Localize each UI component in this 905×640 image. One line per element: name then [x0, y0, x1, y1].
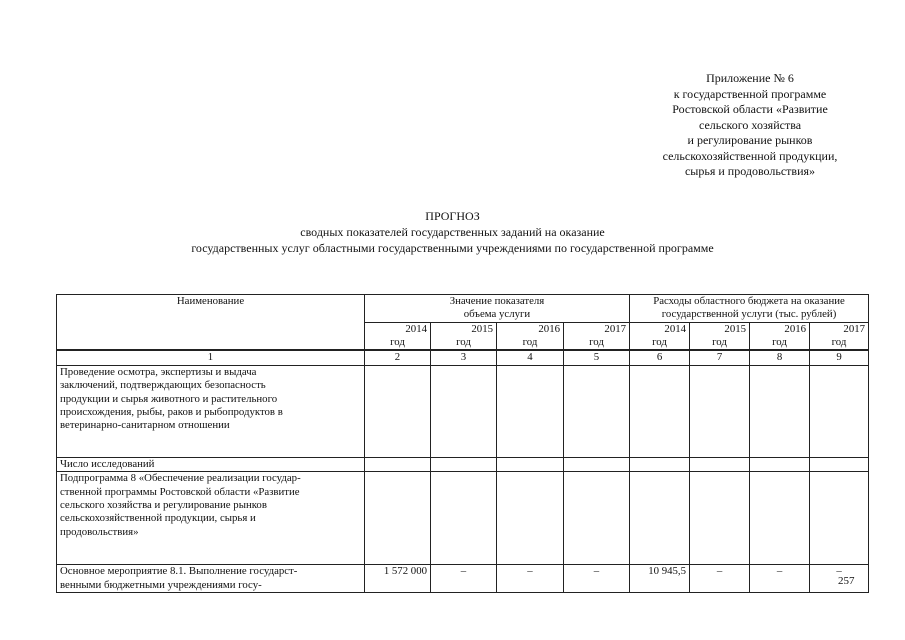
value-cell: [497, 366, 564, 458]
value-cell: –: [810, 565, 869, 593]
value-cell: –: [431, 565, 497, 593]
heading-line: сводных показателей государственных заданий на оказание: [300, 225, 605, 239]
value-cell: [431, 472, 497, 565]
header-group-volume-line: объема услуги: [463, 308, 531, 321]
row-name-cell: [57, 565, 365, 593]
value-cell: [497, 458, 564, 472]
column-number: 9: [810, 350, 869, 366]
row-name-line: происхождения, рыбы, раков и рыбопродуктов в: [60, 406, 283, 419]
header-group-volume-line: Значение показателя: [449, 295, 545, 307]
heading-line: государственных услуг областными государственными учреждениями по государственной программе: [191, 241, 714, 255]
value-cell: [810, 366, 869, 458]
appendix-line: сельского хозяйства: [698, 117, 802, 132]
appendix-line: Приложение № 6: [706, 71, 794, 85]
row-name-line: Подпрограмма 8 «Обеспечение реализации государ-: [60, 472, 301, 485]
appendix-line: сырья и продовольствия»: [684, 164, 816, 178]
year-value: 2015: [724, 322, 747, 335]
value-cell: [750, 458, 810, 472]
header-name-cell: [57, 295, 365, 351]
year-suffix: год: [712, 335, 727, 348]
year-suffix: год: [390, 335, 405, 348]
value-cell: [810, 458, 869, 472]
column-number: 1: [57, 350, 365, 366]
value-cell: [365, 366, 431, 458]
appendix-line: и регулирование рынков: [687, 133, 813, 147]
value-cell: [564, 366, 630, 458]
year-value: 2017: [604, 322, 627, 335]
column-number: 8: [750, 350, 810, 366]
year-value: 2016: [784, 322, 807, 335]
value-cell: [690, 366, 750, 458]
value-cell: 10 945,5: [630, 565, 690, 593]
appendix-line: Ростовской области «Развитие: [672, 102, 828, 116]
row-name-line: ветеринарно-санитарном отношении: [60, 419, 230, 432]
year-suffix: год: [652, 335, 667, 348]
column-number-row: [57, 350, 869, 366]
year-suffix: год: [522, 335, 538, 348]
document-heading: [0, 208, 905, 256]
value-cell: [750, 472, 810, 565]
year-value: 2016: [538, 322, 560, 335]
year-value: 2014: [664, 322, 687, 335]
value-cell: [564, 458, 630, 472]
header-group-volume: [365, 295, 630, 323]
table-row: [57, 472, 869, 565]
row-name-line: сельского хозяйства и регулирование рынков: [60, 499, 267, 512]
year-header-cell: [365, 322, 431, 350]
value-cell: –: [690, 565, 750, 593]
value-cell: [431, 366, 497, 458]
year-suffix: год: [772, 335, 787, 348]
year-header-cell: [497, 322, 564, 350]
row-name-line: Основное мероприятие 8.1. Выполнение государст-: [60, 565, 298, 578]
appendix-header: [630, 71, 870, 180]
forecast-table: [56, 294, 869, 593]
year-header-cell: [564, 322, 630, 350]
value-cell: [365, 458, 431, 472]
value-cell: [564, 472, 630, 565]
row-name-line: заключений, подтверждающих безопасность: [60, 379, 266, 392]
table-row: [57, 366, 869, 458]
header-name: Наименование: [176, 295, 245, 307]
year-header-cell: [750, 322, 810, 350]
value-cell: [431, 458, 497, 472]
row-name-cell: [57, 472, 365, 565]
year-value: 2014: [405, 322, 427, 335]
value-cell: [630, 458, 690, 472]
row-name-line: ственной программы Ростовской области «Развитие: [60, 485, 300, 498]
header-row-groups: [57, 295, 869, 323]
value-cell: –: [750, 565, 810, 593]
year-value: 2015: [471, 322, 493, 335]
table-row: [57, 565, 869, 593]
value-cell: [497, 472, 564, 565]
appendix-line: сельскохозяйственной продукции,: [662, 148, 838, 163]
column-number: 4: [497, 350, 564, 366]
value-cell: [630, 472, 690, 565]
header-group-expenses: [630, 295, 869, 323]
year-suffix: год: [831, 335, 847, 348]
row-name-line: продукции и сырья животного и растительного: [60, 392, 278, 405]
row-name-line: Число исследований: [60, 458, 155, 471]
year-header-cell: [630, 322, 690, 350]
appendix-line: к государственной программе: [673, 86, 827, 101]
row-name-cell: [57, 366, 365, 458]
table-row: [57, 458, 869, 472]
column-number: 7: [690, 350, 750, 366]
value-cell: [690, 458, 750, 472]
value-cell: [690, 472, 750, 565]
value-cell: [365, 472, 431, 565]
year-header-cell: [690, 322, 750, 350]
value-cell: [810, 472, 869, 565]
value-cell: –: [564, 565, 630, 593]
row-name-line: венными бюджетными учреждениями госу-: [60, 578, 262, 591]
value-cell: [630, 366, 690, 458]
value-cell: 1 572 000: [365, 565, 431, 593]
year-header-cell: [810, 322, 869, 350]
year-suffix: год: [589, 335, 604, 348]
year-suffix: год: [456, 335, 471, 348]
column-number: 6: [630, 350, 690, 366]
row-name-line: продовольствия»: [60, 525, 139, 538]
year-header-cell: [431, 322, 497, 350]
header-group-expenses-line: Расходы областного бюджета на оказание: [653, 295, 845, 307]
column-number: 5: [564, 350, 630, 366]
column-number: 3: [431, 350, 497, 366]
column-number: 2: [365, 350, 431, 366]
header-group-expenses-line: государственной услуги (тыс. рублей): [661, 308, 837, 321]
page-number: 257: [838, 575, 855, 587]
value-cell: [750, 366, 810, 458]
row-name-line: Проведение осмотра, экспертизы и выдача: [60, 366, 257, 379]
row-name-line: сельскохозяйственной продукции, сырья и: [60, 512, 256, 525]
row-name-cell: [57, 458, 365, 472]
value-cell: –: [497, 565, 564, 593]
year-value: 2017: [843, 322, 866, 335]
heading-title: ПРОГНОЗ: [425, 209, 480, 223]
